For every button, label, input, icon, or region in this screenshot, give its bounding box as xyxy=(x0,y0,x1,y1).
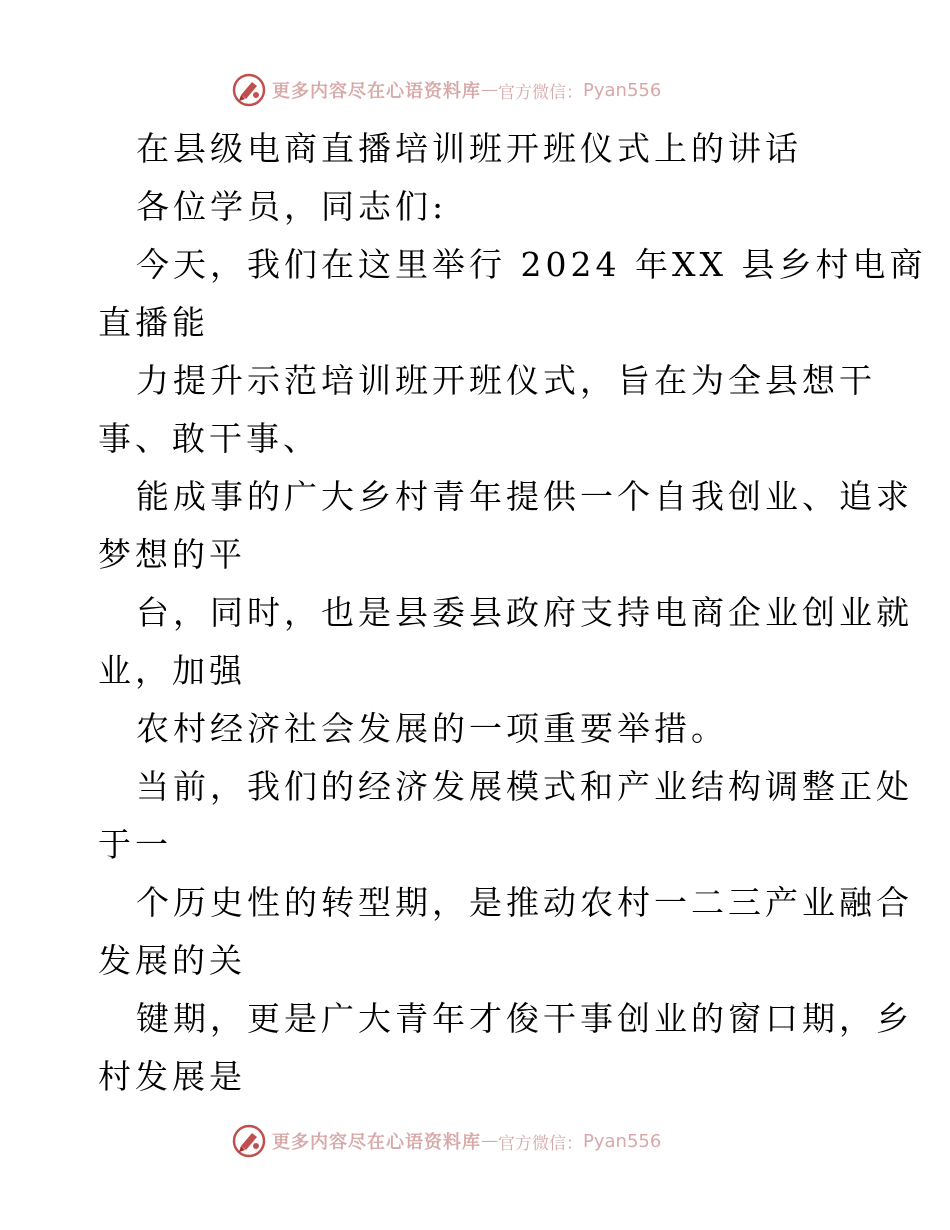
paragraph-line: 键期，更是广大青年才俊干事创业的窗口期，乡 xyxy=(136,999,913,1038)
banner-wechat-id: Pyan556 xyxy=(583,79,662,101)
paragraph-line: 事、敢干事、 xyxy=(98,419,320,458)
paragraph-line: 能成事的广大乡村青年提供一个自我创业、追求 xyxy=(136,477,913,516)
paragraph-line: 在县级电商直播培训班开班仪式上的讲话 xyxy=(136,129,802,168)
paragraph-line: 各位学员，同志们: xyxy=(136,187,448,226)
banner-dash: — xyxy=(481,1131,498,1151)
paragraph-line: 力提升示范培训班开班仪式，旨在为全县想干 xyxy=(136,361,876,400)
paragraph-line: 发展的关 xyxy=(98,941,246,980)
header-banner xyxy=(232,70,712,110)
banner-wechat-id: Pyan556 xyxy=(583,1130,662,1152)
paragraph-line: 个历史性的转型期，是推动农村一二三产业融合 xyxy=(136,883,913,922)
banner-sub-text: 官方微信： xyxy=(498,82,583,103)
paragraph-line: 梦想的平 xyxy=(98,535,246,574)
banner-sub-text: 官方微信： xyxy=(498,1133,583,1154)
paragraph-line: 业，加强 xyxy=(98,651,246,690)
paragraph-line: 台，同时，也是县委县政府支持电商企业创业就 xyxy=(136,593,913,632)
paragraph-line: 村发展是 xyxy=(98,1057,246,1096)
library-logo-icon xyxy=(232,1124,266,1158)
paragraph-line: 直播能 xyxy=(98,303,209,342)
library-logo-icon xyxy=(232,73,266,107)
paragraph-line: 当前，我们的经济发展模式和产业结构调整正处 xyxy=(136,767,913,806)
paragraph-line: 农村经济社会发展的一项重要举措。 xyxy=(136,709,728,748)
document-body xyxy=(98,120,927,1106)
banner-main-text: 更多内容尽在心语资料库 xyxy=(272,1132,481,1153)
banner-main-text: 更多内容尽在心语资料库 xyxy=(272,81,481,102)
paragraph-line: 今天，我们在这里举行 2024 年XX 县乡村电商 xyxy=(136,245,927,284)
paragraph-line: 于一 xyxy=(98,825,172,864)
banner-dash: — xyxy=(481,80,498,100)
footer-banner xyxy=(232,1121,712,1161)
